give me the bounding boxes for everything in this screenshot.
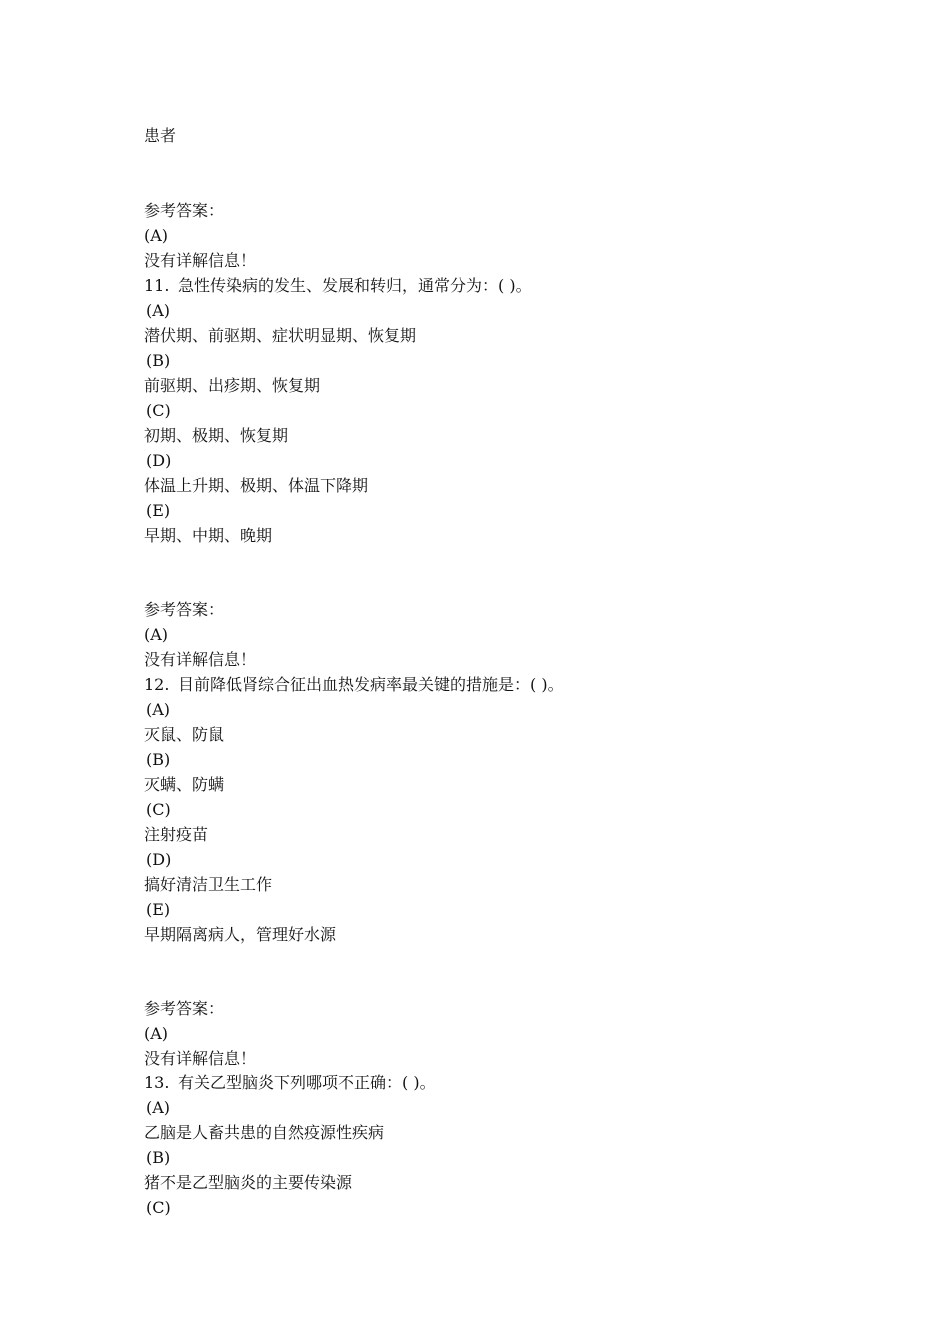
- option-text: 注射疫苗: [144, 825, 209, 844]
- question-text: 有关乙型脑炎下列哪项不正确：( )。: [178, 1073, 436, 1092]
- answer-value: (A): [144, 226, 169, 245]
- option-text: 早期、中期、晚期: [144, 526, 273, 545]
- question-number: 12.: [144, 675, 170, 694]
- explanation-text: 没有详解信息！: [144, 251, 257, 270]
- option-label: (B): [146, 351, 171, 370]
- option-label: (E): [146, 900, 171, 919]
- explanation-text: 没有详解信息！: [144, 1049, 257, 1068]
- answer-heading: 参考答案：: [144, 999, 225, 1018]
- option-text: 初期、极期、恢复期: [144, 426, 289, 445]
- option-text: 乙脑是人畜共患的自然疫源性疾病: [144, 1123, 385, 1142]
- option-label: (C): [146, 1198, 171, 1217]
- question-stem: [144, 276, 532, 296]
- option-text: 搞好清洁卫生工作: [144, 875, 273, 894]
- option-label: (B): [146, 750, 171, 769]
- option-label: (C): [146, 401, 171, 420]
- option-text: 猪不是乙型脑炎的主要传染源: [144, 1173, 353, 1192]
- option-label: (D): [146, 451, 172, 470]
- option-label: (C): [146, 800, 171, 819]
- option-text: 灭螨、防螨: [144, 775, 225, 794]
- answer-value: (A): [144, 1024, 169, 1043]
- continuation-text: 患者: [144, 126, 177, 145]
- question-number: 13.: [144, 1073, 170, 1092]
- option-label: (A): [146, 1098, 171, 1117]
- option-text: 前驱期、出疹期、恢复期: [144, 376, 321, 395]
- question-stem: [144, 675, 564, 695]
- question-stem: [144, 1073, 436, 1093]
- option-label: (E): [146, 501, 171, 520]
- option-label: (A): [146, 301, 171, 320]
- option-text: 体温上升期、极期、体温下降期: [144, 476, 369, 495]
- answer-heading: 参考答案：: [144, 201, 225, 220]
- answer-heading: 参考答案：: [144, 600, 225, 619]
- question-text: 急性传染病的发生、发展和转归，通常分为：( )。: [178, 276, 532, 295]
- option-text: 灭鼠、防鼠: [144, 725, 225, 744]
- question-text: 目前降低肾综合征出血热发病率最关键的措施是：( )。: [178, 675, 564, 694]
- option-label: (D): [146, 850, 172, 869]
- question-number: 11.: [144, 276, 170, 295]
- option-text: 潜伏期、前驱期、症状明显期、恢复期: [144, 326, 417, 345]
- option-text: 早期隔离病人，管理好水源: [144, 925, 337, 944]
- option-label: (B): [146, 1148, 171, 1167]
- answer-value: (A): [144, 625, 169, 644]
- option-label: (A): [146, 700, 171, 719]
- explanation-text: 没有详解信息！: [144, 650, 257, 669]
